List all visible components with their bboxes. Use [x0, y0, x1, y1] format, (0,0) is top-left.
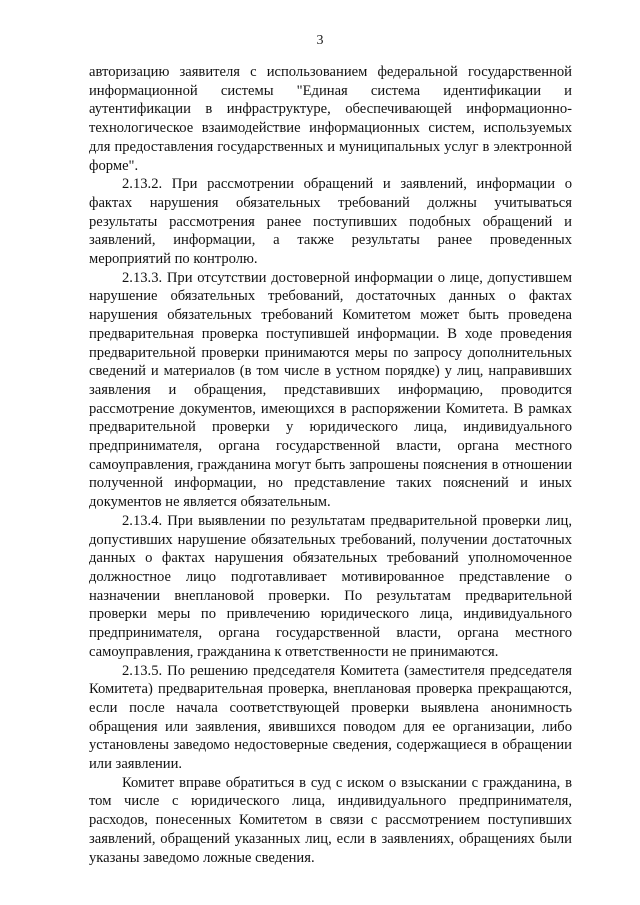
paragraph-clause-2-13-4: 2.13.4. При выявлении по результатам предварительной проверки лиц, допустивших нарушение обязательных требований, получении достаточных данных о фактах нарушения обязательных требований уполномоченное должностное лицо подготавливает мотивированное представление о назначении внеплановой проверки. По результатам предварительной проверки меры по привлечению юридического лица, индивидуального предпринимателя, органа государственной власти, органа местного самоуправления, гражданина к ответственности не принимаются. — [89, 512, 572, 660]
paragraph-clause-2-13-5: 2.13.5. По решению председателя Комитета (заместителя председателя Комитета) предварительная проверка, внеплановая проверка прекращаются, если после начала соответствующей проверки выявлена анонимность обращения или заявления, явившихся поводом для ее организации, либо установлены заведомо недостоверные сведения, содержащиеся в обращении или заявлении. — [89, 662, 572, 773]
page-number: 3 — [316, 33, 324, 48]
paragraph-clause-2-13-3: 2.13.3. При отсутствии достоверной информации о лице, допустившем нарушение обязательных требований, достаточных данных о фактах нарушения обязательных требований Комитетом может быть проведена предварительная проверка поступившей информации. В ходе проведения предварительной проверки принимаются меры по запросу дополнительных сведений и материалов (в том числе в устном порядке) у лиц, направивших заявления и обращения, представивших информацию, проводится рассмотрение документов, имеющихся в распоряжении Комитета. В рамках предварительной проверки у юридического лица, индивидуального предпринимателя, органа государственной власти, органа местного самоуправления, гражданина могут быть запрошены пояснения в отношении полученной информации, но представление таких пояснений и иных документов не является обязательным. — [89, 269, 572, 511]
paragraph-committee-lawsuit: Комитет вправе обратиться в суд с иском о взыскании с гражданина, в том числе с юридического лица, индивидуального предпринимателя, расходов, понесенных Комитетом в связи с рассмотрением поступивших заявлений, обращений указанных лиц, если в заявлениях, обращениях были указаны заведомо ложные сведения. — [89, 774, 572, 866]
paragraph-intro-continuation: авторизацию заявителя с использованием федеральной государственной информационной системы "Единая система идентификации и аутентификации в инфраструктуре, обеспечивающей информационно-технологическое взаимодействие информационных систем, используемых для предоставления государственных и муниципальных услуг в электронной форме". — [89, 64, 572, 174]
paragraph-clause-2-13-2: 2.13.2. При рассмотрении обращений и заявлений, информации о фактах нарушения обязательных требований должны учитываться результаты рассмотрения ранее поступивших подобных обращений и заявлений, информации, а также результаты ранее проведенных мероприятий по контролю. — [89, 176, 572, 268]
document-body — [89, 63, 572, 867]
